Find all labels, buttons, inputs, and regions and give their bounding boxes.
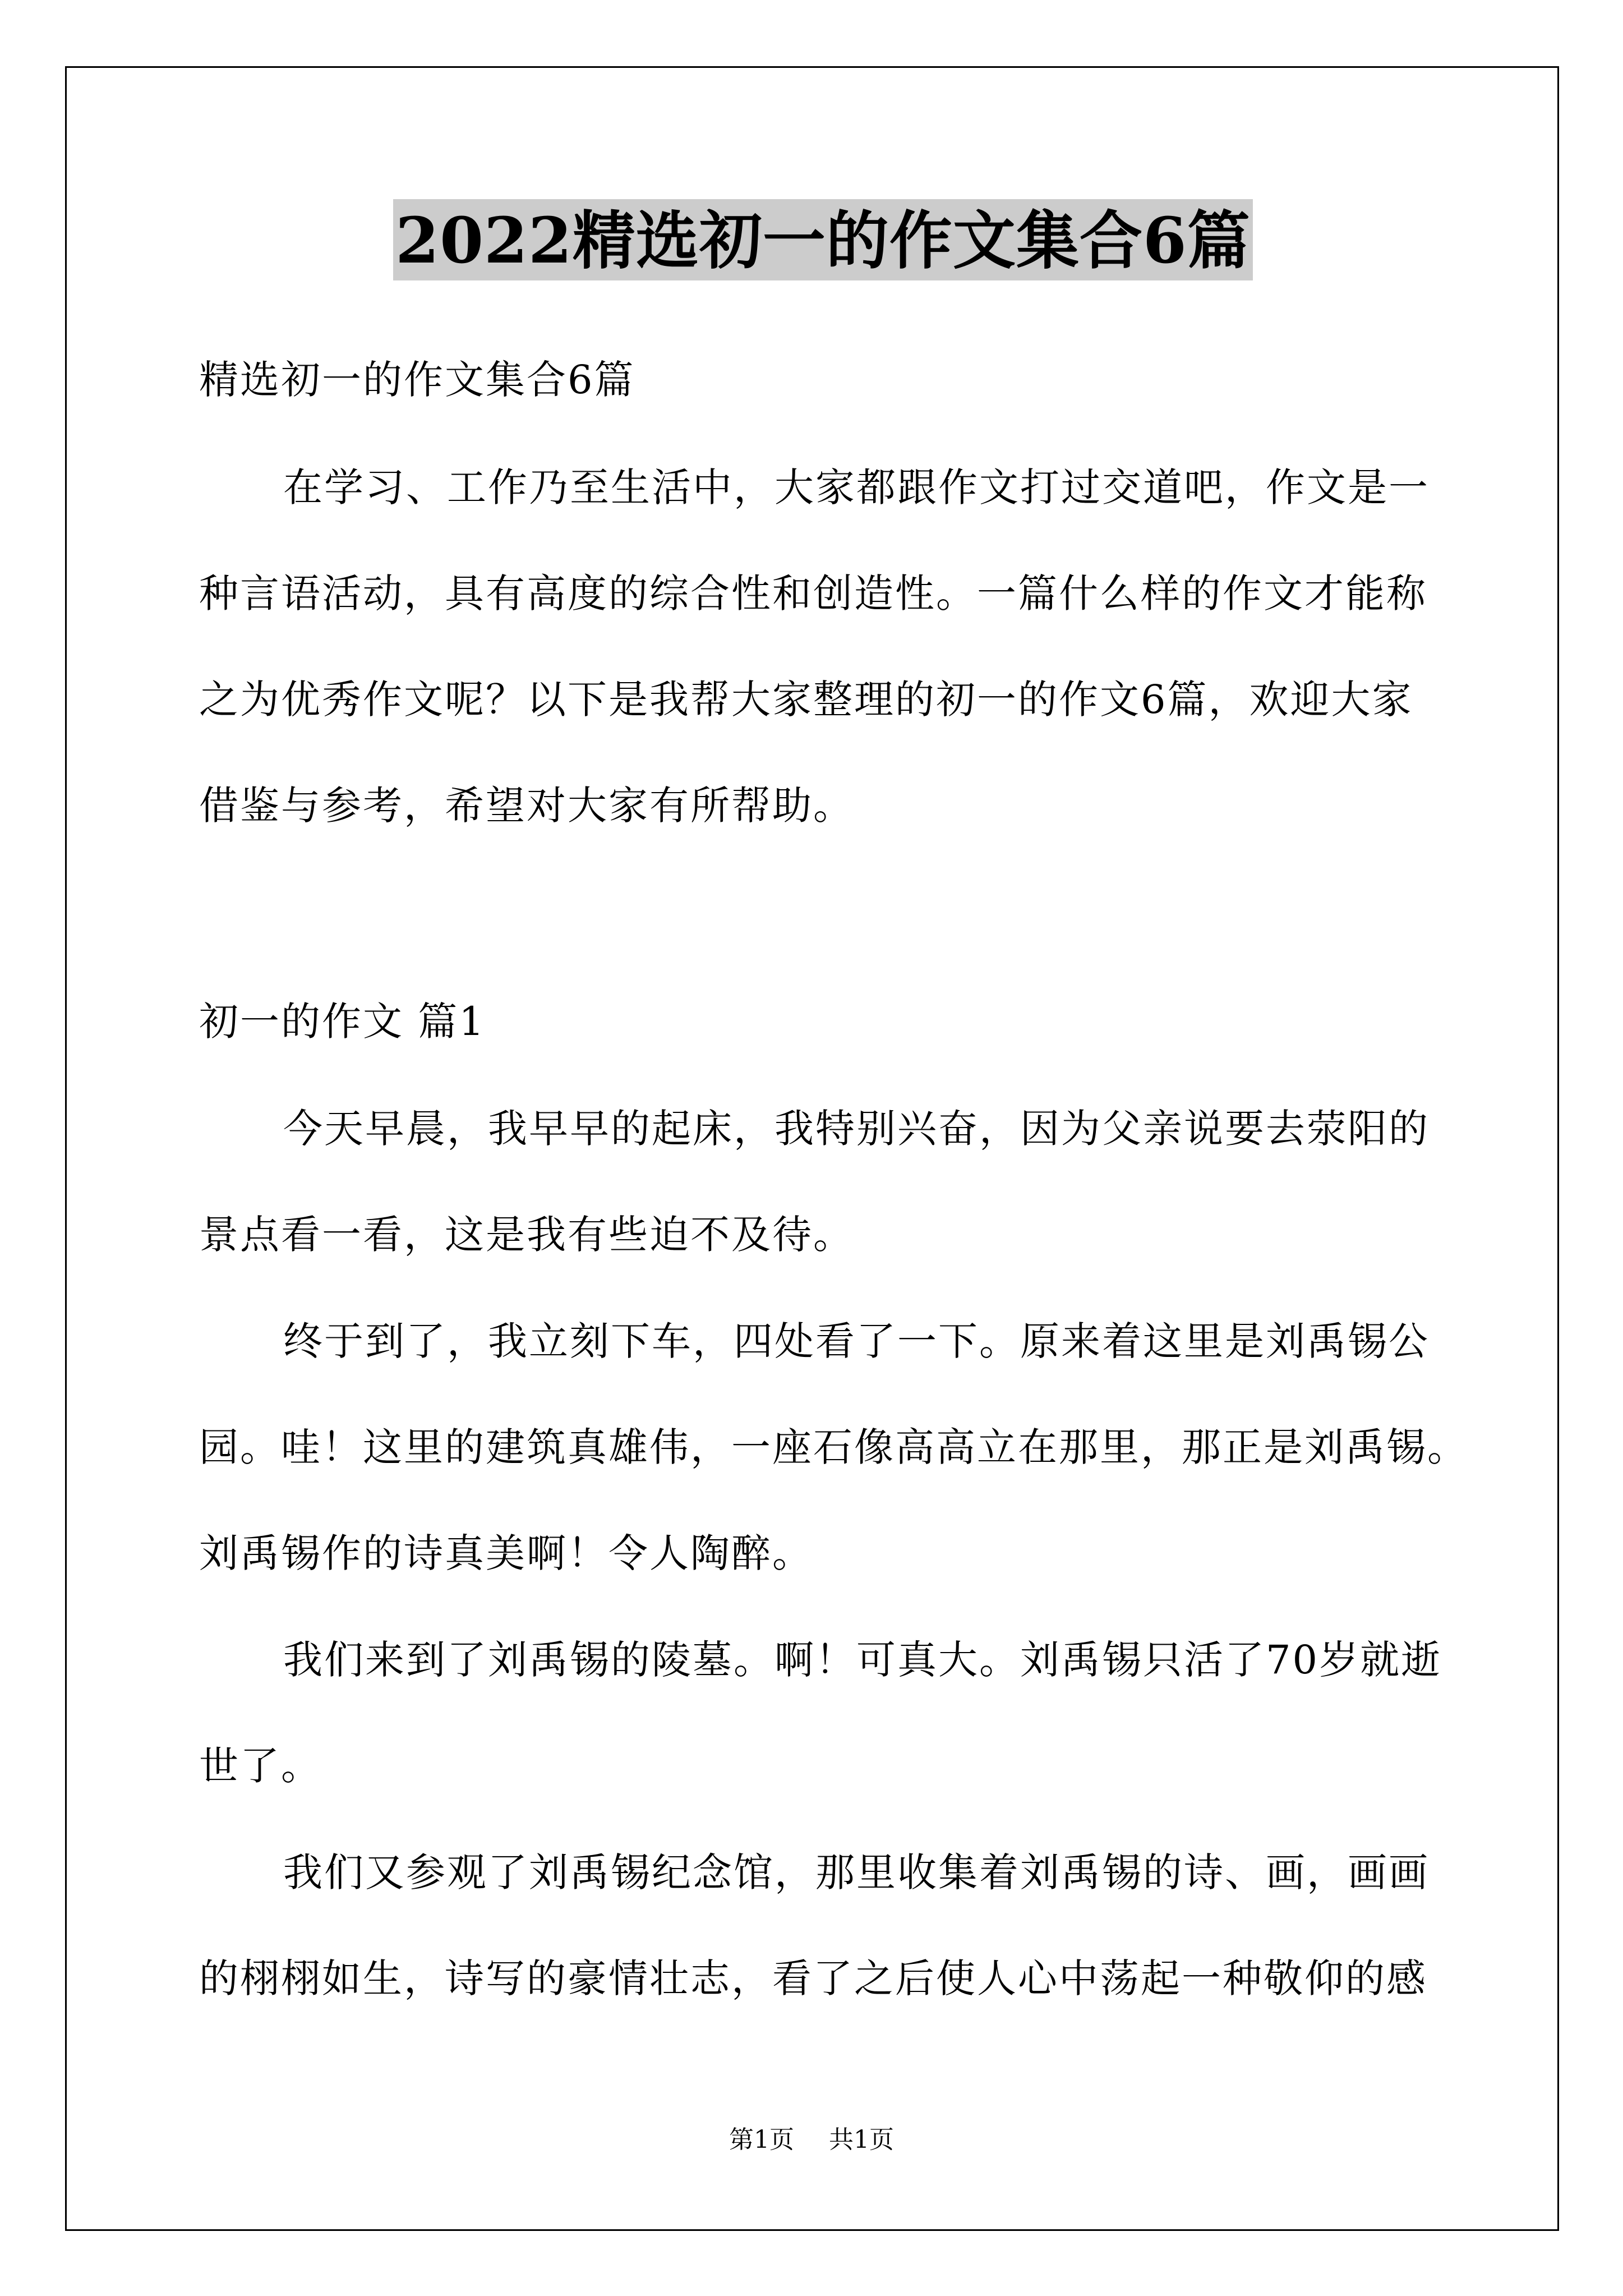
paragraph-line: 今天早晨，我早早的起床，我特别兴奋，因为父亲说要去荥阳的 bbox=[283, 1106, 1430, 1152]
paragraph-line: 种言语活动，具有高度的综合性和创造性。一篇什么样的作文才能称 bbox=[199, 570, 1427, 616]
paragraph-line: 我们又参观了刘禹锡纪念馆，那里收集着刘禹锡的诗、画，画画 bbox=[283, 1849, 1430, 1895]
paragraph-line: 园。哇！这里的建筑真雄伟，一座石像高高立在那里，那正是刘禹锡。 bbox=[199, 1424, 1468, 1470]
paragraph-line: 刘禹锡作的诗真美啊！令人陶醉。 bbox=[199, 1530, 813, 1576]
subtitle: 精选初一的作文集合6篇 bbox=[199, 357, 635, 403]
page-total: 共1页 bbox=[829, 2125, 894, 2154]
paragraph-line: 的栩栩如生，诗写的豪情壮志，看了之后使人心中荡起一种敬仰的感 bbox=[199, 1955, 1427, 2001]
document-title-text: 2022精选初一的作文集合6篇 bbox=[393, 199, 1253, 280]
page-number: 第1页 bbox=[729, 2125, 794, 2154]
section-heading: 初一的作文 篇1 bbox=[199, 999, 486, 1045]
paragraph-line: 我们来到了刘禹锡的陵墓。啊！可真大。刘禹锡只活了70岁就逝 bbox=[283, 1637, 1442, 1683]
paragraph-line: 景点看一看，这是我有些迫不及待。 bbox=[199, 1212, 854, 1258]
paragraph-line: 借鉴与参考，希望对大家有所帮助。 bbox=[199, 783, 854, 829]
paragraph-line: 之为优秀作文呢？以下是我帮大家整理的初一的作文6篇，欢迎大家 bbox=[199, 677, 1413, 723]
paragraph-line: 在学习、工作乃至生活中，大家都跟作文打过交道吧，作文是一 bbox=[283, 464, 1430, 510]
document-body bbox=[199, 0, 1468, 2296]
document-title bbox=[199, 199, 1447, 283]
page-footer bbox=[0, 2123, 1623, 2157]
paragraph-line: 世了。 bbox=[199, 1743, 322, 1789]
paragraph-line: 终于到了，我立刻下车，四处看了一下。原来着这里是刘禹锡公 bbox=[283, 1318, 1430, 1364]
